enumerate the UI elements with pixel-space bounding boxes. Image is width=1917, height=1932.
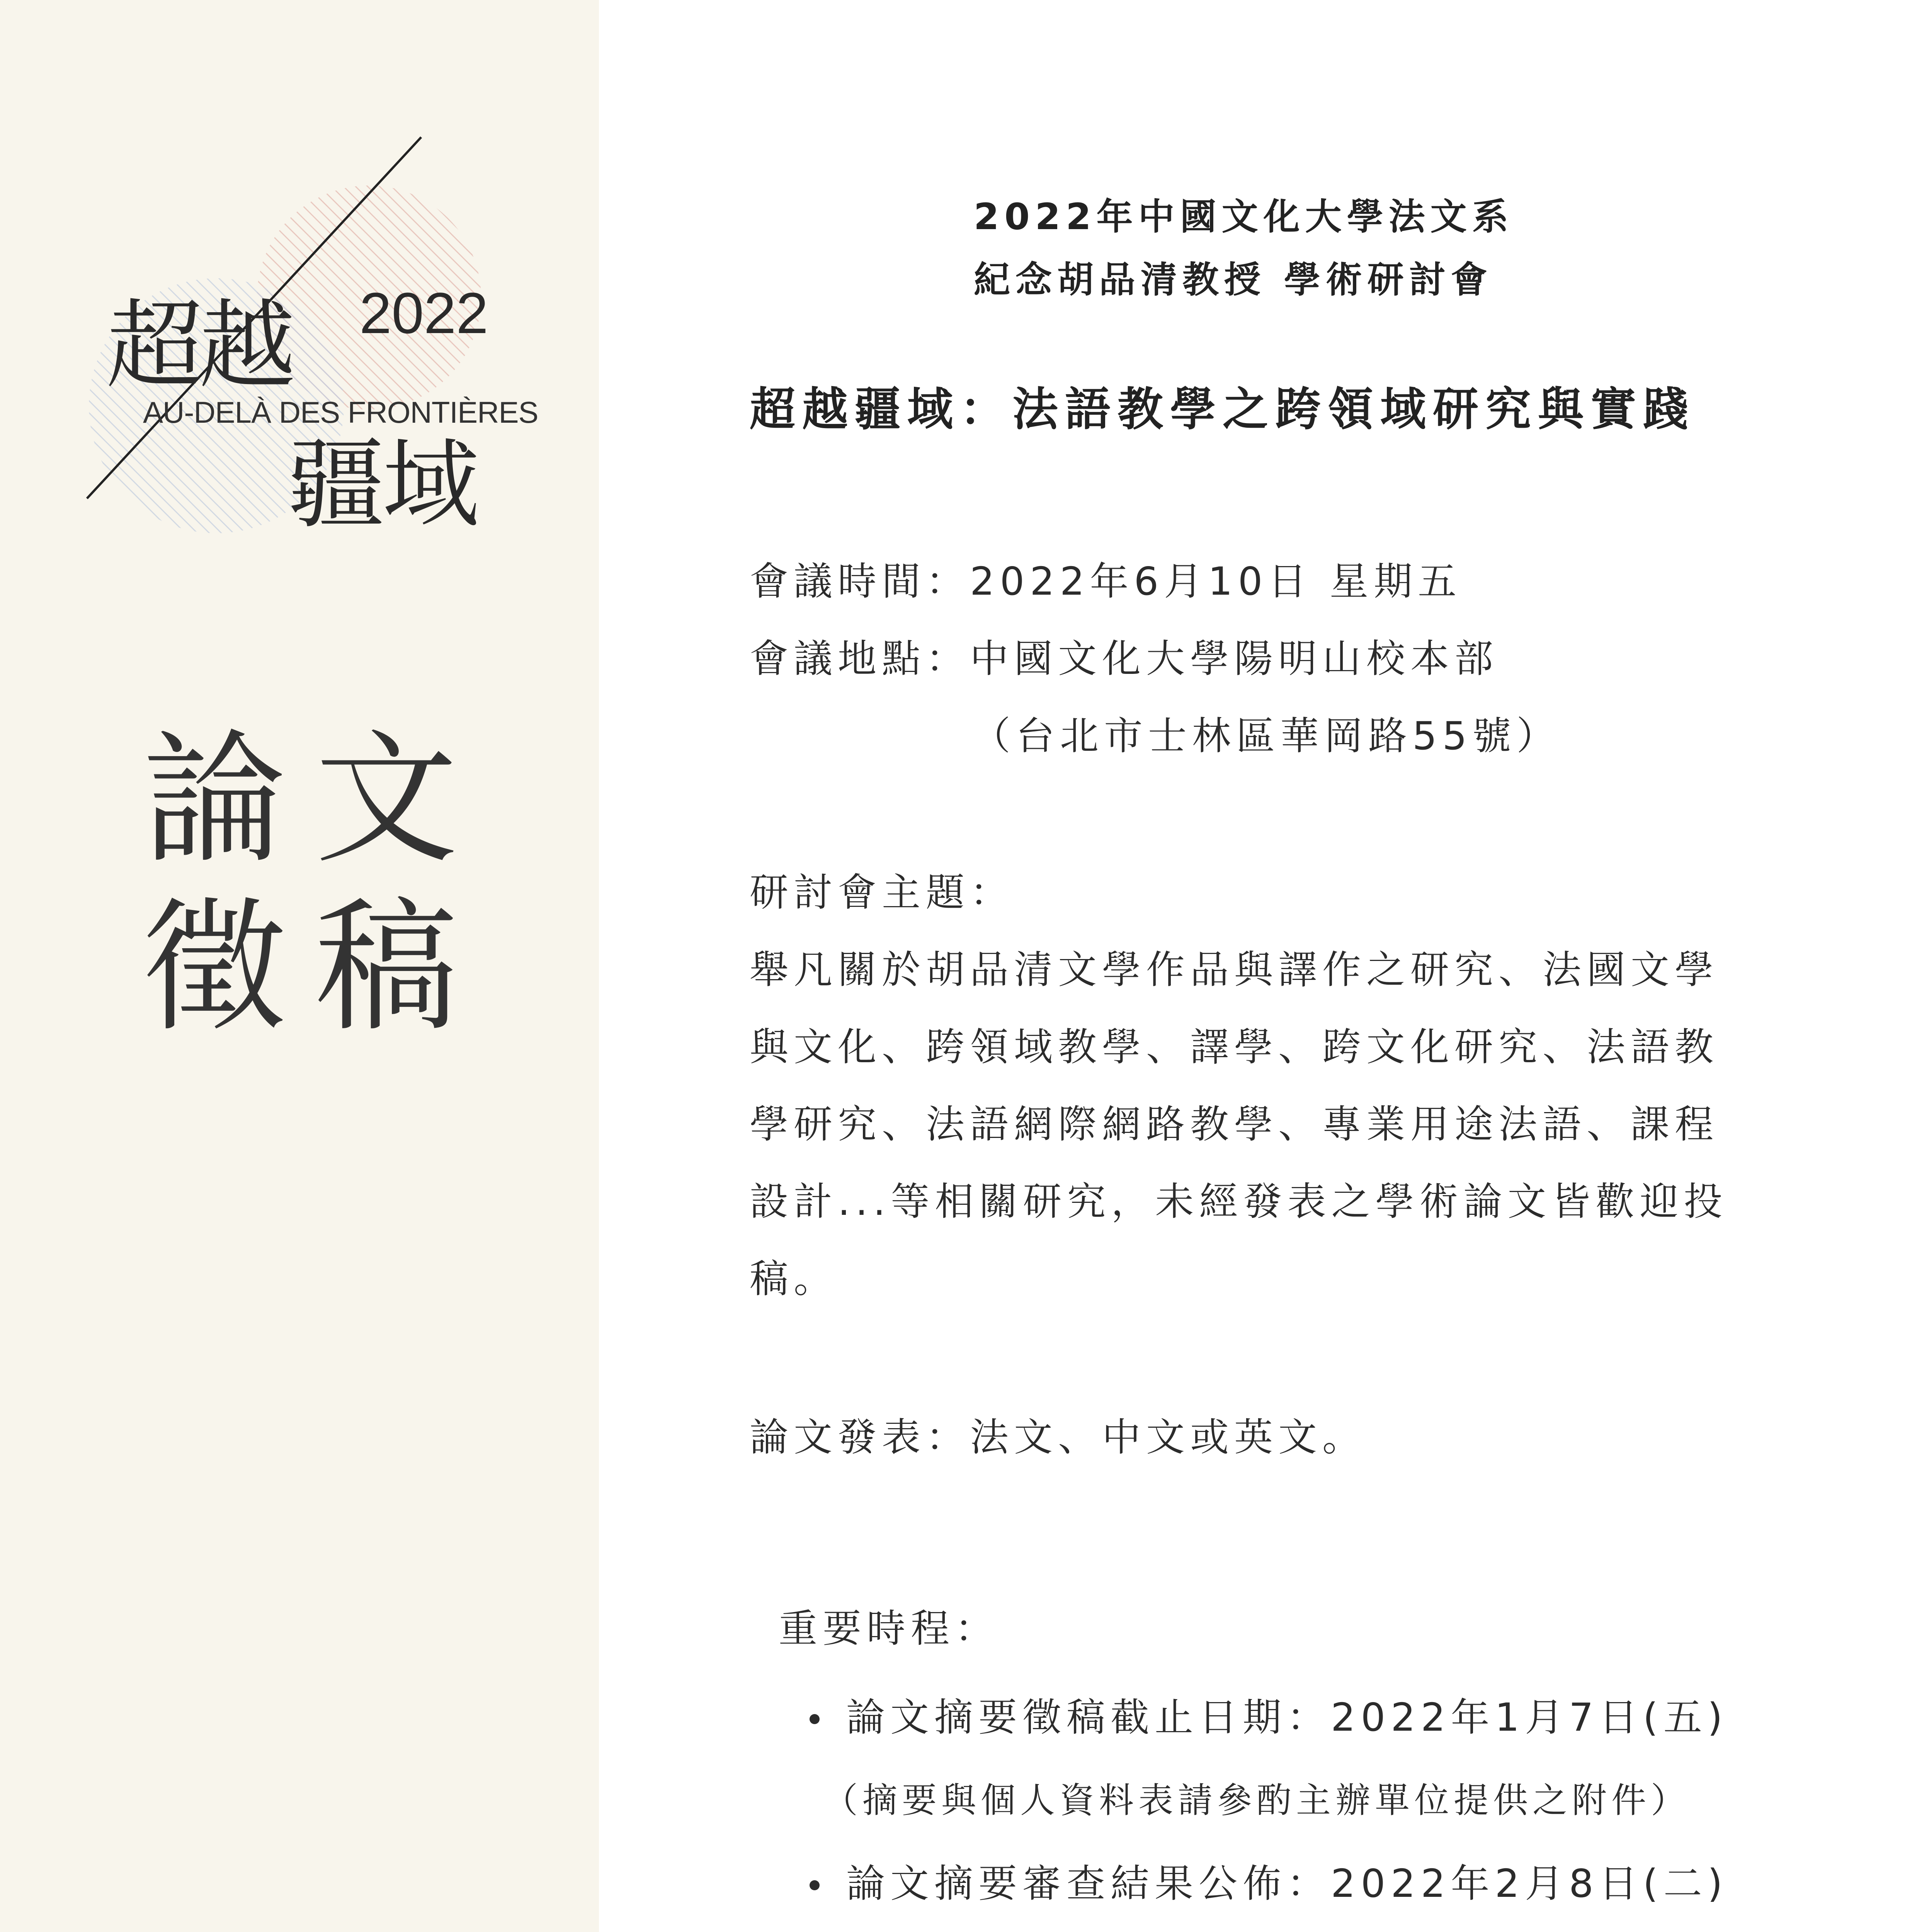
meeting-place: 會議地點：中國文化大學陽明山校本部: [750, 636, 1499, 681]
sidebar: [0, 0, 599, 1932]
bullet-1: [810, 1714, 820, 1724]
theme-line-2: 與文化、跨領域教學、譯學、跨文化研究、法語教: [750, 1024, 1719, 1070]
logo-year: 2022: [359, 281, 488, 345]
schedule-item-1: 論文摘要徵稿截止日期：2022年1月7日(五): [846, 1695, 1728, 1740]
cfp-char-4: 稿: [315, 885, 458, 1051]
presentation-languages: 論文發表：法文、中文或英文。: [750, 1415, 1366, 1460]
bullet-2: [810, 1880, 820, 1890]
logo-french-title: AU-DELÀ DES FRONTIÈRES: [143, 395, 538, 429]
logo-char-4: 域: [383, 429, 479, 541]
logo-char-2: 越: [199, 289, 296, 402]
cfp-char-3: 徵: [143, 885, 286, 1051]
logo-char-3: 疆: [288, 429, 384, 541]
schedule-note-1: （摘要與個人資料表請參酌主辦單位提供之附件）: [823, 1780, 1690, 1821]
header-line-2: 紀念胡品清教授 學術研討會: [974, 259, 1493, 301]
theme-line-4: 設計...等相關研究，未經發表之學術論文皆歡迎投: [750, 1179, 1728, 1224]
meeting-address: （台北市士林區華岡路55號）: [972, 713, 1561, 759]
cfp-char-2: 文: [315, 717, 458, 883]
cfp-char-1: 論: [143, 717, 286, 883]
meeting-time: 會議時間：2022年6月10日 星期五: [750, 559, 1462, 604]
main-content: [599, 0, 1917, 1932]
theme-label: 研討會主題：: [750, 870, 1014, 915]
schedule-label: 重要時程：: [779, 1606, 999, 1651]
theme-line-1: 舉凡關於胡品清文學作品與譯作之研究、法國文學: [750, 947, 1719, 992]
header-line-1: 2022年中國文化大學法文系: [974, 196, 1514, 238]
schedule-item-2: 論文摘要審查結果公佈：2022年2月8日(二): [846, 1861, 1728, 1906]
theme-line-3: 學研究、法語網際網路教學、專業用途法語、課程: [750, 1102, 1719, 1147]
conference-logo: [0, 0, 599, 618]
logo-char-1: 超: [106, 289, 203, 402]
conference-title: 超越疆域：法語教學之跨領域研究與實踐: [750, 383, 1696, 436]
theme-line-5: 稿。: [750, 1256, 838, 1301]
